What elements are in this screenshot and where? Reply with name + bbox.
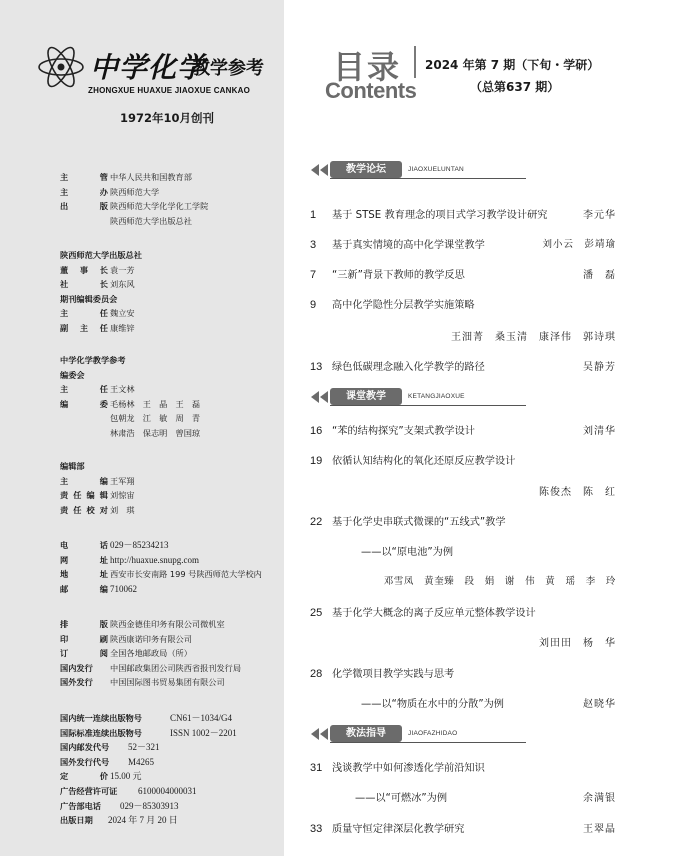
entry-subtitle: ——以“可燃冰”为例 (355, 793, 448, 804)
info-row: 主 编 王军翔 (60, 475, 135, 486)
info-row: 网 址 http://huaxue.snupg.com (60, 553, 262, 568)
toc-entry[interactable]: 22 基于化学史串联式微课的“五线式”教学 (310, 516, 506, 528)
info-row: 广告部电话 029－85303913 (60, 800, 179, 811)
toc-entry[interactable]: 31 浅谈教学中如何渗透化学前沿知识 (310, 762, 485, 774)
double-arrow-icon (310, 728, 330, 740)
info-row: 责任编辑 刘惊宙 (60, 490, 135, 501)
toc-entry[interactable]: 16 “苯的结构探究”支架式教学设计 刘清华 (310, 425, 616, 437)
info-row: 排 版 陕西金德佳印务有限公司微机室 (60, 619, 225, 629)
journal-pinyin: ZHONGXUE HUAXUE JIAOXUE CANKAO (88, 86, 251, 95)
journal-subtitle: 教学参考 (192, 58, 264, 79)
info-row: 广告经营许可证 6100004000031 (60, 785, 197, 796)
info-row: 包朝龙 江 敏 周 青 (110, 413, 201, 424)
author-line: 邓雪凤 黄奎臻 段 娟 谢 伟 黄 瑶 李 玲 (383, 576, 616, 587)
info-row: 国外发行 中国国际图书贸易集团有限公司 (60, 677, 225, 688)
left-info-panel (0, 0, 284, 856)
toc-entry[interactable]: 33 质量守恒定律深层化教学研究 王翠晶 (310, 823, 616, 835)
info-row: 主 任 王文林 (60, 384, 135, 395)
toc-entry[interactable]: 25 基于化学大概念的离子反应单元整体教学设计 (310, 607, 536, 619)
info-row: 国内邮发代号 52－321 (60, 742, 160, 753)
title-divider (414, 46, 416, 78)
section-heading: 期刊编辑委员会 (60, 293, 118, 304)
info-row: 陕西师范大学出版总社 (110, 215, 192, 226)
registration-info (60, 711, 237, 828)
print-distribution-info (60, 617, 241, 690)
section-rule (330, 742, 526, 743)
info-row: 电 话 029－85234213 (60, 540, 169, 550)
author-line: 王沺菁 桑玉清 康泽伟 郭诗琪 (451, 332, 616, 343)
section-rule (330, 405, 526, 406)
double-arrow-icon (310, 164, 330, 176)
info-row: 订 阅 全国各地邮政局（所） (60, 648, 192, 659)
editorial-dept-info (60, 459, 135, 517)
toc-entry[interactable]: 13 绿色低碳理念融入化学教学的路径 吴静芳 (310, 361, 616, 373)
author-line: 陈俊杰 陈 红 (539, 487, 616, 498)
toc-entry[interactable]: 3 基于真实情境的高中化学课堂教学 刘小云 彭靖瑜 (310, 239, 616, 251)
info-row: 出 版 陕西师范大学化学化工学院 (60, 201, 209, 212)
journal-masthead (34, 42, 284, 104)
editorial-board-info (60, 353, 200, 441)
issue-total: （总第637 期） (470, 80, 560, 94)
author-line: 余满银 (583, 793, 616, 804)
section-pinyin: JIAOXUELUNTAN (408, 166, 464, 173)
info-row: 编 委 毛杨林 王 晶 王 磊 (60, 398, 201, 409)
publisher-info (60, 170, 208, 228)
section-pinyin: KETANGJIAOXUE (408, 393, 465, 400)
toc-entry[interactable]: 19 依循认知结构化的氧化还原反应教学设计 (310, 455, 516, 467)
info-row: 国外发行代号 M4265 (60, 756, 155, 767)
toc-title-en: Contents (325, 78, 417, 103)
entry-subtitle: ——以“原电池”为例 (361, 547, 454, 558)
info-row: 责任校对 刘 琪 (60, 504, 135, 515)
info-row: 印 刷 陕西康诺印务有限公司 (60, 633, 192, 644)
section-pinyin: JIAOFAZHIDAO (408, 730, 458, 737)
info-row: 地 址 西安市长安南路 199 号陕西师范大学校内 (60, 569, 262, 580)
entry-subtitle: ——以“物质在水中的分散”为例 (361, 699, 504, 710)
info-row: 国内发行 中国邮政集团公司陕西省报刊发行局 (60, 662, 242, 673)
info-row: 国际标准连续出版物号 ISSN 1002－2201 (60, 727, 237, 738)
info-row: 邮 编 710062 (60, 583, 137, 594)
info-row: 国内统一连续出版物号 CN61－1034/G4 (60, 713, 233, 723)
info-row: 主 管 中华人民共和国教育部 (60, 172, 192, 182)
author-line: 刘田田 杨 华 (539, 638, 616, 649)
atom-logo-icon (36, 44, 86, 90)
website-link[interactable]: http://huaxue.snupg.com (110, 554, 199, 565)
issue-number: 2024 年第 7 期（下旬・学研） (425, 58, 600, 72)
info-row: 社 长 刘东风 (60, 279, 135, 290)
press-info (60, 248, 142, 336)
section-banner-classroom-teaching (310, 388, 526, 406)
author-line: 赵晓华 (583, 699, 616, 710)
info-row: 董 事 长 袁一芳 (60, 264, 135, 275)
section-label: 教学论坛 (330, 161, 402, 178)
founded-date: 1972年10月创刊 (120, 111, 215, 125)
journal-title: 中学化学 (90, 51, 207, 84)
section-label: 课堂教学 (330, 388, 402, 405)
section-heading: 编辑部 (60, 461, 85, 471)
toc-title: 目录 (333, 48, 402, 86)
section-rule (330, 178, 526, 179)
double-arrow-icon (310, 391, 330, 403)
info-row: 副 主 任 康维锌 (60, 322, 135, 333)
toc-entry[interactable]: 7 “三新”背景下教师的教学反思 潘 磊 (310, 269, 616, 281)
contact-info (60, 538, 262, 596)
info-row: 林肃浩 保志明 曾国琼 (110, 427, 201, 438)
toc-entry[interactable]: 28 化学微项目教学实践与思考 (310, 668, 455, 680)
info-row: 主 任 魏立安 (60, 308, 135, 319)
section-heading: 陕西师范大学出版总社 (60, 250, 142, 260)
toc-entry[interactable]: 9 高中化学隐性分层教学实施策略 (310, 299, 475, 311)
toc-entry[interactable]: 1 基于 STSE 教育理念的项目式学习教学设计研究 李元华 (310, 209, 616, 221)
section-heading: 编委会 (60, 369, 85, 380)
section-banner-teaching-methods (310, 725, 526, 743)
info-row: 主 办 陕西师范大学 (60, 186, 160, 197)
section-heading: 中学化学教学参考 (60, 355, 126, 365)
info-row: 出版日期 2024 年 7 月 20 日 (60, 815, 178, 826)
info-row: 定 价 15.00 元 (60, 771, 142, 782)
section-banner-teaching-forum (310, 161, 526, 179)
section-label: 教法指导 (330, 725, 402, 742)
